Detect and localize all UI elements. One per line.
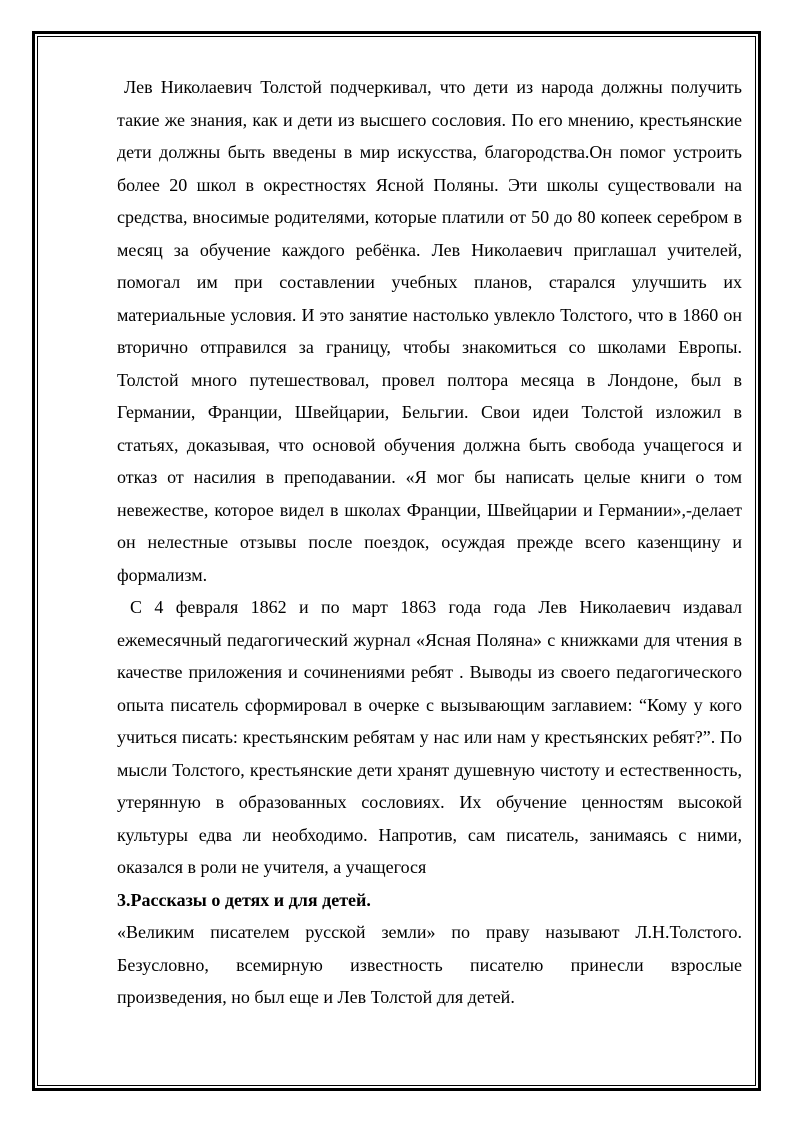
paragraph-tolstoy-schools: Лев Николаевич Толстой подчеркивал, что дети из народа должны получить такие же знания, как и дети из высшего сословия. По его мнению, крестьянские дети должны быть введены в мир искусства, благородства.Он помог устроить более 20 школ в окрестностях Ясной Поляны. Эти школы существовали на средства, вносимые родителями, которые платили от 50 до 80 копеек серебром в месяц за обучение каждого ребёнка. Лев Николаевич приглашал учителей, помогал им при составлении учебных планов, старался улучшить их материальные условия. И это занятие настолько увлекло Толстого, что в 1860 он вторично отправился за границу, чтобы знакомиться со школами Европы. Толстой много путешествовал, провел полтора месяца в Лондоне, был в Германии, Франции, Швейцарии, Бельгии. Свои идеи Толстой изложил в статьях, доказывая, что основой обучения должна быть свобода учащегося и отказ от насилия в преподавании. «Я мог бы написать целые книги о том невежестве, которое видел в школах Франции, Швейцарии и Германии»,-делает он нелестные отзывы после поездок, осуждая прежде всего казенщину и формализм. — [117, 77, 742, 585]
paragraph-yasnaya-polyana-journal: С 4 февраля 1862 и по март 1863 года года Лев Николаевич издавал ежемесячный педагогический журнал «Ясная Поляна» с книжками для чтения в качестве приложения и сочинениями ребят . Выводы из своего педагогического опыта писатель сформировал в очерке с вызывающим заглавием: “Кому у кого учиться писать: крестьянским ребятам у нас или нам у крестьянских ребят?”. По мысли Толстого, крестьянские дети хранят душевную чистоту и естественность, утерянную в образованных сословиях. Их обучение ценностям высокой культуры едва ли необходимо. Напротив, сам писатель, занимаясь с ними, оказался в роли не учителя, а учащегося — [117, 597, 742, 877]
paragraph-great-writer: «Великим писателем русской земли» по праву называют Л.Н.Толстого. Безусловно, всемирную известность писателю принесли взрослые произведения, но был еще и Лев Толстой для детей. — [117, 922, 742, 1007]
section-heading: 3.Рассказы о детях и для детей. — [117, 889, 371, 910]
document-body — [117, 71, 742, 1014]
